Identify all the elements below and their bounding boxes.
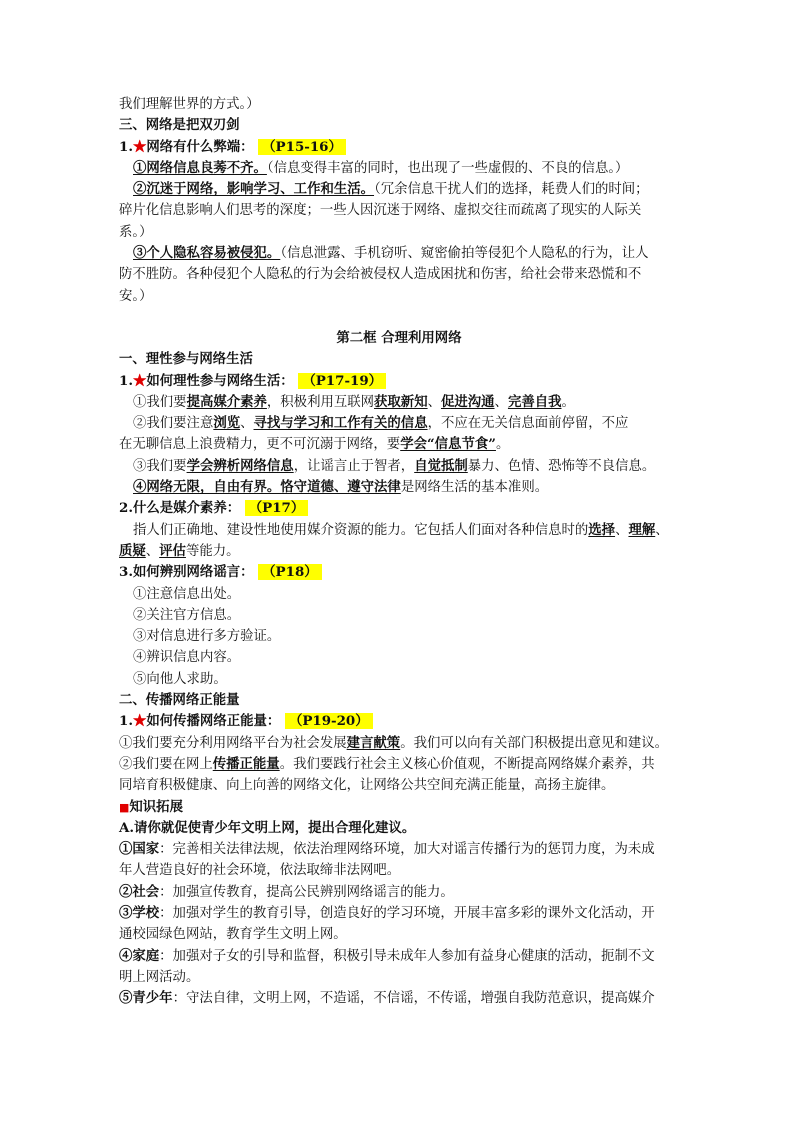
answer-item: ②沉迷于网络，影响学习、工作和生活。（冗余信息干扰人们的选择，耗费人们的时间； [133,181,649,198]
section-heading: 二、传播网络正能量 [119,692,240,709]
page-ref: （P18） [258,564,322,580]
text-line: 我们理解世界的方式。） [119,97,260,112]
text-line: 防不胜防。各种侵犯个人隐私的行为会给被侵权人造成困扰和伤害，给社会带来恐慌和不 [119,267,642,283]
suggestion-item: ①国家：完善相关法律法规，依法治理网络环境，加大对谣言传播行为的惩罚力度，为未成 [119,841,655,858]
section-heading: 一、理性参与网络生活 [119,351,253,368]
list-item: ①注意信息出处。 [133,586,241,602]
text-line: 在无聊信息上浪费精力，更不可沉溺于网络，要学会“信息节食”。 [119,436,510,453]
text-line: 质疑、评估等能力。 [119,542,240,559]
page-ref: （P17-19） [298,373,386,389]
text-line: 系。） [119,224,153,240]
question-heading: A.请你就促使青少年文明上网，提出合理化建议。 [119,819,416,836]
answer-item: ①我们要充分利用网络平台为社会发展建言献策。我们可以向有关部门积极提出意见和建议。 [119,734,669,751]
definition-text: 指人们正确地、建设性地使用媒介资源的能力。它包括人们面对各种信息时的选择、理解、 [133,521,669,538]
section-heading: 三、网络是把双刃剑 [119,117,240,134]
list-item: ④辨识信息内容。 [133,650,241,666]
star-icon: ★ [132,372,147,389]
list-item: ②关注官方信息。 [133,607,241,623]
star-icon: ★ [132,138,147,155]
square-icon: ■ [119,800,130,814]
suggestion-item: ③学校：加强对学生的教育引导，创造良好的学习环境，开展丰富多彩的课外文化活动，开 [119,904,655,921]
question-heading: 1.★网络有什么弊端： （P15-16） [119,137,679,158]
question-heading: 3.如何辨别网络谣言： （P18） [119,562,679,583]
list-item: ⑤向他人求助。 [133,671,227,687]
document-page [119,94,679,1009]
extension-heading: ■知识拓展 [119,798,183,815]
suggestion-item: ⑤青少年：守法自律，文明上网，不造谣，不信谣，不传谣，增强自我防范意识，提高媒介 [119,990,655,1007]
text-line: 安。） [119,288,153,304]
question-heading: 1.★如何理性参与网络生活： （P17-19） [119,371,679,392]
text-line: 同培育积极健康、向上向善的网络文化，让网络公共空间充满正能量，高扬主旋律。 [119,778,615,794]
answer-item: ②我们要注意浏览、寻找与学习和工作有关的信息，不应在无关信息面前停留，不应 [133,415,629,432]
suggestion-item: ④家庭：加强对子女的引导和监督，积极引导未成年人参加有益身心健康的活动，扼制不文 [119,947,655,964]
section-title: 第二框 合理利用网络 [336,329,462,346]
answer-item: ②我们要在网上传播正能量。我们要践行社会主义核心价值观，不断提高网络媒介素养，共 [119,755,655,772]
text-line: 通校园绿色网站，教育学生文明上网。 [119,927,347,943]
question-heading: 2.什么是媒介素养： （P17） [119,498,679,519]
answer-item: ③我们要学会辨析网络信息，让谣言止于智者，自觉抵制暴力、色情、恐怖等不良信息。 [133,457,656,474]
page-ref: （P15-16） [258,139,346,155]
question-heading: 1.★如何传播网络正能量： （P19-20） [119,711,679,732]
answer-item: ③个人隐私容易被侵犯。（信息泄露、手机窃听、窥密偷拍等侵犯个人隐私的行为，让人 [133,245,649,262]
page-ref: （P19-20） [285,713,373,729]
text-line: 明上网活动。 [119,969,200,985]
answer-item: ①网络信息良莠不齐。（信息变得丰富的同时，也出现了一些虚假的、不良的信息。） [133,159,629,176]
page-ref: （P17） [245,500,309,516]
answer-item: ④网络无限，自由有界。恪守道德、遵守法律是网络生活的基本准则。 [133,479,549,496]
star-icon: ★ [132,713,147,730]
list-item: ③对信息进行多方验证。 [133,629,281,645]
answer-item: ①我们要提高媒介素养，积极利用互联网获取新知、促进沟通、完善自我。 [133,393,575,410]
suggestion-item: ②社会：加强宣传教育，提高公民辨别网络谣言的能力。 [119,883,454,900]
text-line: 年人营造良好的社会环境，依法取缔非法网吧。 [119,863,401,879]
text-line: 碎片化信息影响人们思考的深度；一些人因沉迷于网络、虚拟交往而疏离了现实的人际关 [119,203,642,219]
